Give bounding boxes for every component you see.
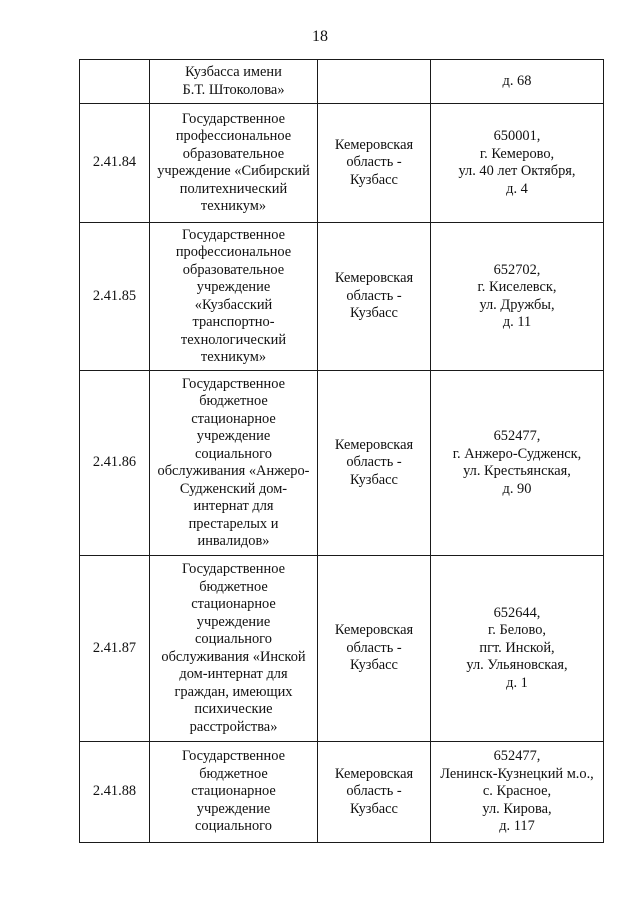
address-line: г. Анжеро-Судженск,	[452, 445, 582, 462]
region-line: область -	[346, 639, 402, 656]
address-cell	[431, 104, 604, 223]
row-number-cell: 2.41.84	[80, 104, 150, 223]
address-line: 652644,	[493, 604, 541, 621]
table-row	[80, 223, 604, 371]
institution-name-line: Государственное	[182, 110, 285, 127]
registry-table	[79, 59, 604, 843]
address-line: Ленинск-Кузнецкий м.о.,	[440, 765, 594, 782]
table-row	[80, 556, 604, 742]
region-line: область -	[346, 154, 402, 171]
address-line: ул. 40 лет Октября,	[458, 163, 576, 179]
region-cell	[318, 371, 431, 556]
institution-name-line: технологический	[180, 331, 287, 348]
institution-name-cell	[150, 742, 318, 843]
address-line: г. Киселевск,	[477, 279, 557, 295]
address-line: с. Красное,	[482, 783, 552, 800]
institution-name-line: обслуживания «Анжеро-	[157, 463, 310, 479]
institution-name-line: расстройства»	[189, 718, 278, 735]
region-cell	[318, 742, 431, 843]
institution-name-line: престарелых и	[188, 515, 279, 532]
institution-name-line: Государственное	[182, 561, 285, 577]
region-line: Кемеровская	[334, 136, 414, 153]
address-line: д. 11	[502, 314, 532, 330]
table-row	[80, 104, 604, 223]
address-line: пгт. Инской,	[479, 639, 555, 656]
region-cell	[318, 60, 431, 104]
address-line: ул. Крестьянская,	[463, 463, 571, 479]
institution-name-line: социального	[195, 445, 272, 462]
region-line: Кузбасс	[350, 305, 398, 322]
address-line: г. Кемерово,	[479, 145, 555, 162]
address-line: д. 68	[502, 72, 532, 89]
institution-name-line: интернат для	[193, 498, 274, 514]
region-cell	[318, 556, 431, 742]
address-line: 652702,	[493, 261, 541, 278]
row-number-cell: 2.41.85	[80, 223, 150, 371]
institution-name-line: Кузбасса имени	[185, 64, 282, 80]
region-line: Кемеровская	[334, 270, 414, 287]
institution-name-line: техникум»	[200, 349, 267, 365]
table-row	[80, 371, 604, 556]
region-line: область -	[346, 287, 402, 304]
institution-name-cell	[150, 104, 318, 223]
region-line: Кузбасс	[350, 657, 398, 674]
institution-name-line: Государственное	[182, 375, 285, 392]
row-number-cell: 2.41.86	[80, 371, 150, 556]
region-line: область -	[346, 783, 402, 800]
institution-name-line: транспортно-	[192, 314, 275, 330]
institution-name-line: Государственное	[182, 748, 285, 765]
page-number: 18	[312, 28, 328, 45]
institution-name-line: стационарное	[191, 596, 276, 612]
registry-table-body	[80, 60, 604, 843]
institution-name-line: Б.Т. Штоколова»	[182, 81, 285, 98]
institution-name-line: социального	[195, 818, 272, 835]
region-line: Кемеровская	[334, 436, 414, 453]
institution-name-line: психические	[194, 701, 273, 717]
address-line: д. 117	[499, 818, 535, 835]
institution-name-cell	[150, 371, 318, 556]
institution-name-line: социального	[195, 631, 272, 647]
institution-name-line: обслуживания «Инской	[161, 648, 306, 665]
institution-name-line: учреждение	[196, 428, 271, 444]
address-cell	[431, 371, 604, 556]
institution-name-line: профессиональное	[175, 244, 292, 260]
institution-name-line: стационарное	[191, 783, 276, 800]
institution-name-line: политехнический	[179, 180, 288, 197]
institution-name-line: образовательное	[182, 145, 285, 162]
row-number-cell: 2.41.87	[80, 556, 150, 742]
institution-name-line: «Кузбасский	[194, 296, 273, 313]
table-row	[80, 742, 604, 843]
address-line: д. 4	[506, 180, 528, 197]
table-row	[80, 60, 604, 104]
address-line: ул. Ульяновская,	[466, 657, 568, 674]
region-cell	[318, 223, 431, 371]
address-line: ул. Дружбы,	[479, 296, 555, 313]
row-number-cell	[80, 60, 150, 104]
region-line: область -	[346, 454, 402, 471]
institution-name-line: техникум»	[200, 198, 267, 214]
institution-name-line: профессиональное	[175, 128, 292, 144]
institution-name-line: Судженский дом-	[179, 480, 288, 497]
address-line: 652477,	[493, 748, 541, 765]
address-line: 650001,	[493, 128, 541, 144]
address-cell	[431, 223, 604, 371]
region-line: Кемеровская	[334, 622, 414, 639]
institution-name-cell	[150, 60, 318, 104]
institution-name-line: бюджетное	[199, 393, 268, 409]
region-cell	[318, 104, 431, 223]
institution-name-line: стационарное	[191, 410, 276, 427]
row-number-cell: 2.41.88	[80, 742, 150, 843]
address-cell	[431, 742, 604, 843]
address-cell	[431, 556, 604, 742]
institution-name-line: дом-интернат для	[179, 666, 288, 682]
institution-name-cell	[150, 556, 318, 742]
institution-name-line: учреждение	[196, 613, 271, 630]
institution-name-cell	[150, 223, 318, 371]
address-cell	[431, 60, 604, 104]
institution-name-line: образовательное	[182, 261, 285, 278]
institution-name-line: бюджетное	[199, 578, 268, 595]
region-line: Кузбасс	[350, 471, 398, 488]
institution-name-line: учреждение	[196, 800, 271, 817]
address-line: г. Белово,	[488, 622, 546, 639]
institution-name-line: учреждение «Сибирский	[157, 163, 310, 179]
institution-name-line: бюджетное	[199, 765, 268, 782]
address-line: д. 1	[506, 674, 528, 691]
region-line: Кузбасс	[350, 800, 398, 817]
region-line: Кузбасс	[350, 171, 398, 188]
address-line: 652477,	[493, 428, 541, 444]
institution-name-line: Государственное	[182, 226, 285, 243]
address-line: д. 90	[502, 480, 532, 497]
institution-name-line: граждан, имеющих	[174, 683, 293, 700]
region-line: Кемеровская	[334, 765, 414, 782]
address-line: ул. Кирова,	[482, 800, 552, 817]
institution-name-line: учреждение	[196, 279, 271, 295]
institution-name-line: инвалидов»	[197, 533, 270, 549]
